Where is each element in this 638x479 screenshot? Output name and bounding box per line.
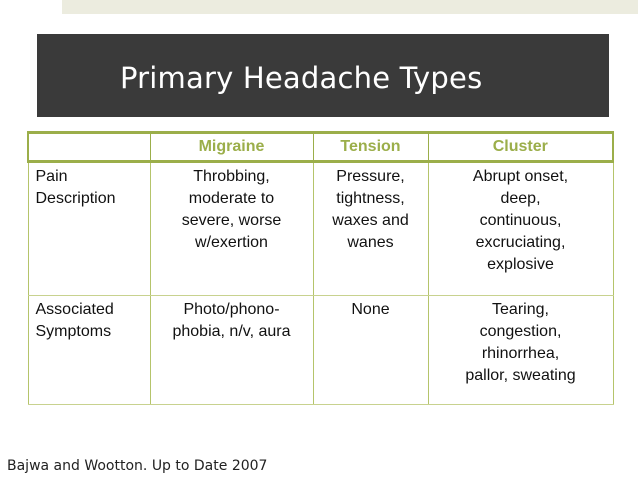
header-cluster: Cluster — [428, 133, 613, 162]
cell-cluster-pain: Abrupt onset, deep, continuous, excruciating, explosive — [428, 162, 613, 296]
decorative-top-strip — [62, 0, 638, 14]
header-empty — [28, 133, 150, 162]
citation-text: Bajwa and Wootton. Up to Date 2007 — [7, 458, 268, 474]
cell-tension-pain: Pressure, tightness, waxes and wanes — [313, 162, 428, 296]
row-label-associated-symptoms: Associated Symptoms — [28, 296, 150, 405]
table-header-row — [28, 133, 613, 162]
table-row-associated-symptoms — [28, 296, 613, 405]
table-row-pain-description — [28, 162, 613, 296]
cell-cluster-symptoms: Tearing, congestion, rhinorrhea, pallor, sweating — [428, 296, 613, 405]
title-banner — [37, 34, 609, 117]
page-title: Primary Headache Types — [120, 60, 483, 95]
row-label-pain-description: Pain Description — [28, 162, 150, 296]
header-migraine: Migraine — [150, 133, 313, 162]
cell-migraine-pain: Throbbing, moderate to severe, worse w/exertion — [150, 162, 313, 296]
cell-tension-symptoms: None — [313, 296, 428, 405]
headache-types-table — [27, 131, 614, 405]
cell-migraine-symptoms: Photo/phono- phobia, n/v, aura — [150, 296, 313, 405]
header-tension: Tension — [313, 133, 428, 162]
